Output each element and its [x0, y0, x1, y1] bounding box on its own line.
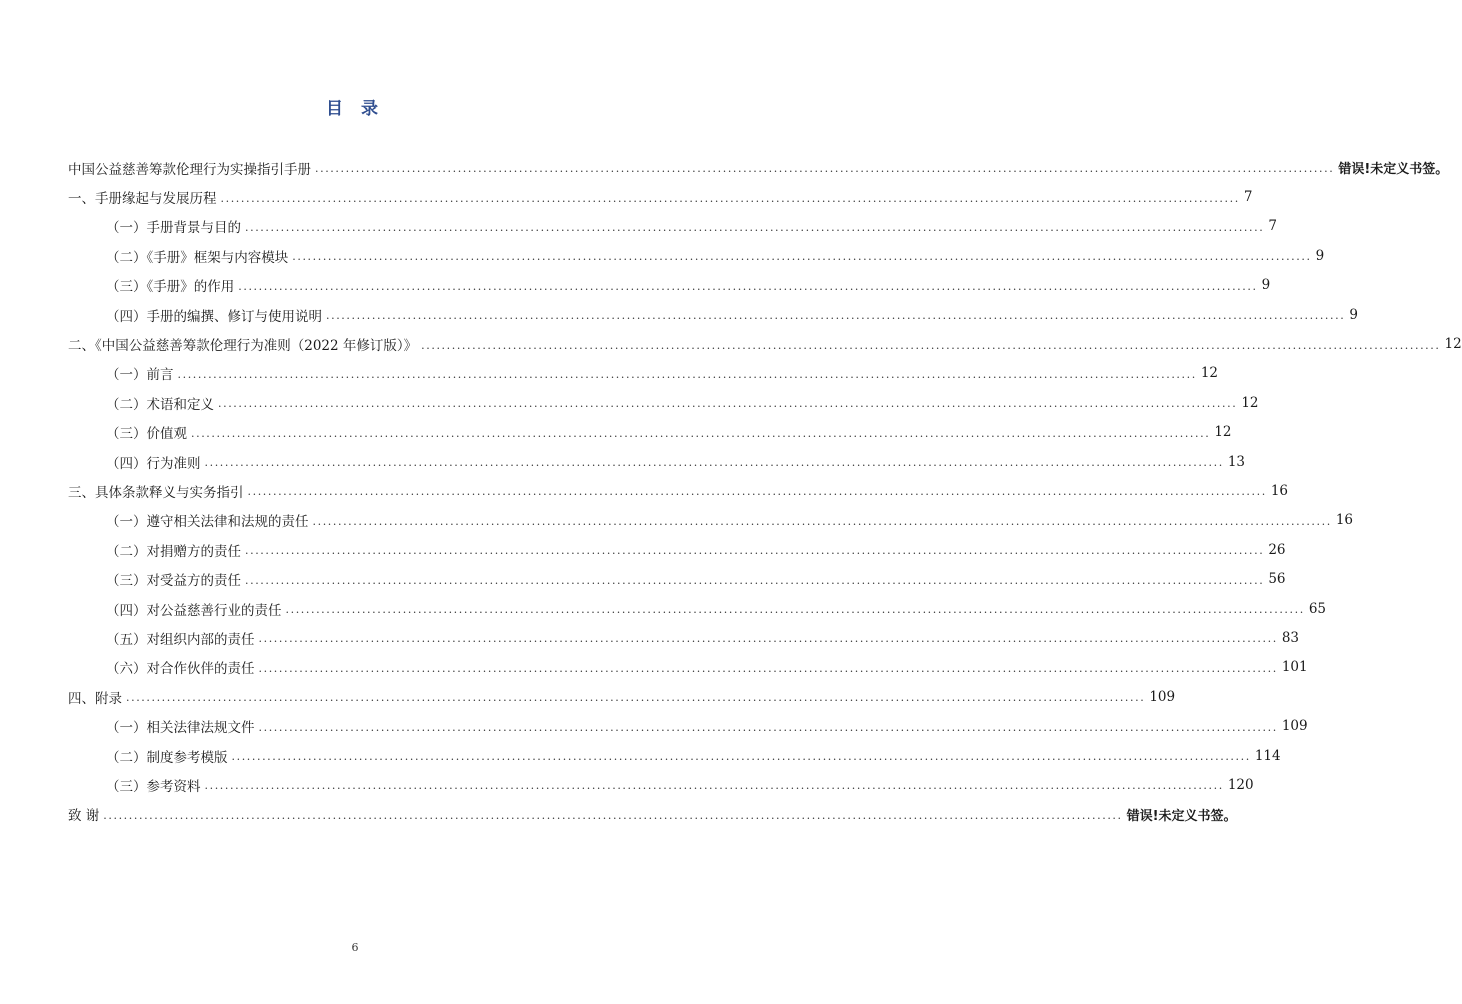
dot-leader: ........................................................................................................................................................................................................: [312, 514, 1332, 528]
toc-entry-label[interactable]: （四）手册的编撰、修订与使用说明: [106, 308, 322, 325]
table-of-contents: [0, 153, 1462, 829]
toc-entry-page[interactable]: 12: [1444, 336, 1462, 353]
toc-entry[interactable]: [0, 711, 1308, 740]
toc-entry-bookmark-error[interactable]: 错误!未定义书签。: [1126, 808, 1237, 824]
toc-entry-page[interactable]: 114: [1254, 747, 1281, 764]
toc-entry[interactable]: [0, 329, 1462, 358]
toc-entry-page[interactable]: 13: [1227, 453, 1246, 470]
dot-leader: ........................................................................................................................................................................................................: [220, 191, 1240, 205]
toc-entry-label[interactable]: 一、手册缘起与发展历程: [68, 191, 217, 208]
toc-entry-page[interactable]: 9: [1315, 247, 1325, 264]
toc-entry-page[interactable]: 101: [1281, 659, 1308, 676]
toc-entry-label[interactable]: （一）手册背景与目的: [106, 220, 241, 237]
toc-entry[interactable]: [0, 682, 1176, 711]
toc-entry-label[interactable]: （二）《手册》框架与内容模块: [106, 249, 289, 266]
toc-entry-label[interactable]: （三）参考资料: [106, 778, 201, 795]
toc-entry-page[interactable]: 12: [1214, 424, 1232, 441]
toc-entry-page[interactable]: 9: [1261, 277, 1271, 294]
toc-entry[interactable]: [0, 653, 1308, 682]
toc-entry[interactable]: [0, 535, 1286, 564]
toc-entry-label[interactable]: 二、《中国公益慈善筹款伦理行为准则（2022 年修订版）》: [68, 338, 418, 355]
toc-entry[interactable]: [0, 418, 1232, 447]
toc-entry-page[interactable]: 65: [1308, 600, 1327, 617]
dot-leader: ........................................................................................................................................................................................................: [315, 162, 1335, 176]
dot-leader: ........................................................................................................................................................................................................: [177, 367, 1197, 381]
toc-entry[interactable]: [0, 741, 1281, 770]
toc-entry[interactable]: [0, 182, 1253, 211]
toc-entry-label[interactable]: （二）术语和定义: [106, 396, 214, 413]
toc-entry[interactable]: [0, 506, 1354, 535]
toc-entry-label[interactable]: （三）《手册》的作用: [106, 279, 235, 296]
dot-leader: ........................................................................................................................................................................................................: [191, 426, 1211, 440]
toc-entry-page[interactable]: 12: [1241, 394, 1259, 411]
toc-entry[interactable]: [0, 212, 1277, 241]
toc-entry[interactable]: [0, 564, 1286, 593]
dot-leader: ........................................................................................................................................................................................................: [103, 808, 1123, 822]
toc-entry-page[interactable]: 16: [1270, 482, 1289, 499]
toc-entry[interactable]: [0, 476, 1289, 505]
dot-leader: ........................................................................................................................................................................................................: [245, 573, 1265, 587]
toc-entry-label[interactable]: （一）相关法律法规文件: [106, 720, 255, 737]
toc-entry[interactable]: [0, 800, 1237, 829]
dot-leader: ........................................................................................................................................................................................................: [126, 691, 1146, 705]
toc-entry-page[interactable]: 7: [1268, 218, 1277, 235]
dot-leader: ........................................................................................................................................................................................................: [258, 720, 1278, 734]
dot-leader: ........................................................................................................................................................................................................: [245, 220, 1265, 234]
dot-leader: ........................................................................................................................................................................................................: [258, 661, 1278, 675]
toc-entry[interactable]: [0, 359, 1219, 388]
toc-entry-page[interactable]: 12: [1200, 365, 1219, 382]
toc-entry-page[interactable]: 120: [1227, 776, 1254, 793]
toc-entry-label[interactable]: （四）行为准则: [106, 455, 201, 472]
toc-entry-label[interactable]: （二）制度参考模版: [106, 749, 228, 766]
dot-leader: ........................................................................................................................................................................................................: [245, 544, 1265, 558]
toc-entry-page[interactable]: 109: [1281, 718, 1308, 735]
toc-entry-label[interactable]: 中国公益慈善筹款伦理行为实操指引手册: [68, 161, 311, 178]
dot-leader: ........................................................................................................................................................................................................: [326, 309, 1346, 323]
toc-entry-label[interactable]: （六）对合作伙伴的责任: [106, 661, 255, 678]
dot-leader: ........................................................................................................................................................................................................: [238, 279, 1258, 293]
toc-entry-label[interactable]: （一）前言: [106, 367, 174, 384]
toc-entry-label[interactable]: （二）对捐赠方的责任: [106, 543, 241, 560]
toc-entry[interactable]: [0, 153, 1449, 182]
toc-entry-page[interactable]: 26: [1268, 541, 1286, 558]
toc-entry[interactable]: [0, 770, 1254, 799]
dot-leader: ........................................................................................................................................................................................................: [247, 485, 1267, 499]
toc-entry-page[interactable]: 16: [1335, 512, 1354, 529]
toc-entry-label[interactable]: 三、具体条款释义与实务指引: [68, 484, 244, 501]
toc-entry-page[interactable]: 83: [1281, 629, 1300, 646]
dot-leader: ........................................................................................................................................................................................................: [292, 250, 1312, 264]
dot-leader: ........................................................................................................................................................................................................: [285, 603, 1305, 617]
toc-entry-label[interactable]: （五）对组织内部的责任: [106, 631, 255, 648]
toc-entry[interactable]: [0, 594, 1327, 623]
page-number: 6: [351, 941, 359, 954]
dot-leader: ........................................................................................................................................................................................................: [421, 338, 1441, 352]
toc-entry-label[interactable]: （四）对公益慈善行业的责任: [106, 602, 282, 619]
dot-leader: ........................................................................................................................................................................................................: [204, 779, 1224, 793]
toc-entry-page[interactable]: 109: [1149, 688, 1176, 705]
toc-entry-page[interactable]: 56: [1268, 571, 1286, 588]
toc-entry-label[interactable]: （三）价值观: [106, 426, 187, 443]
dot-leader: ........................................................................................................................................................................................................: [204, 456, 1224, 470]
toc-entry[interactable]: [0, 623, 1300, 652]
dot-leader: ........................................................................................................................................................................................................: [231, 750, 1251, 763]
toc-title: 目 录: [326, 99, 384, 119]
toc-entry[interactable]: [0, 300, 1358, 329]
dot-leader: ........................................................................................................................................................................................................: [218, 397, 1238, 411]
toc-entry-page[interactable]: 7: [1243, 189, 1253, 206]
toc-entry-label[interactable]: （三）对受益方的责任: [106, 573, 241, 590]
toc-entry-label[interactable]: （一）遵守相关法律和法规的责任: [106, 514, 309, 531]
toc-entry-bookmark-error[interactable]: 错误!未定义书签。: [1338, 162, 1449, 178]
toc-entry-label[interactable]: 四、附录: [68, 690, 122, 707]
toc-entry[interactable]: [0, 241, 1325, 270]
toc-entry[interactable]: [0, 271, 1271, 300]
toc-entry[interactable]: [0, 447, 1246, 476]
toc-entry-page[interactable]: 9: [1349, 306, 1358, 323]
toc-entry-label[interactable]: 致 谢: [68, 808, 100, 825]
dot-leader: ........................................................................................................................................................................................................: [258, 632, 1278, 646]
toc-entry[interactable]: [0, 388, 1259, 417]
